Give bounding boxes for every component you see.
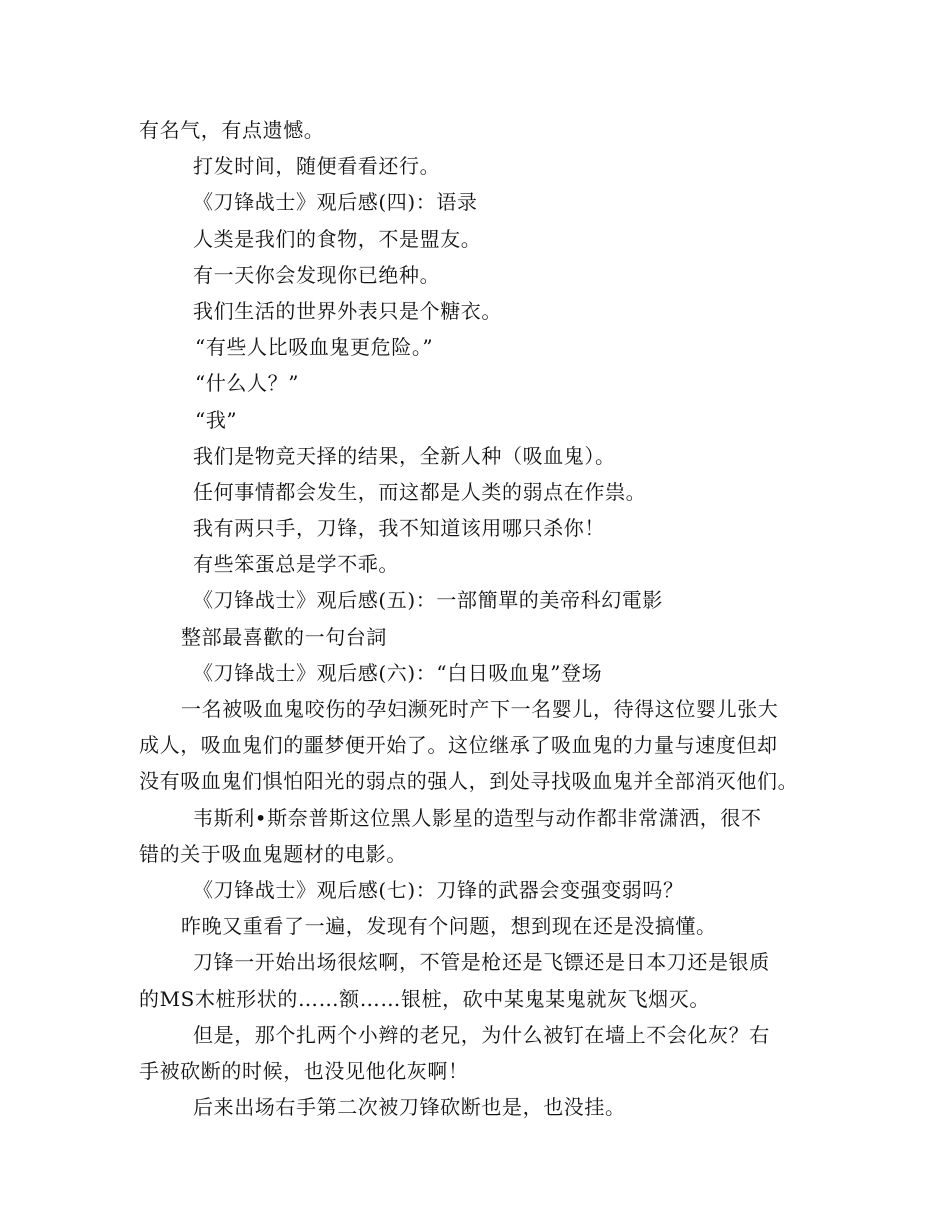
paragraph-line: 后来出场右手第二次被刀锋砍断也是，也没挂。	[193, 1095, 626, 1120]
quote-line: “有些人比吸血鬼更危险。”	[195, 335, 434, 360]
paragraph-line: 成人，吸血鬼们的噩梦便开始了。这位继承了吸血鬼的力量与速度但却	[139, 733, 778, 758]
quote-line: “什么人？”	[195, 371, 300, 396]
quote-line: 我有两只手，刀锋，我不知道该用哪只杀你！	[193, 516, 605, 541]
quote-line: 我们是物竞天择的结果，全新人种（吸血鬼）。	[193, 443, 616, 468]
paragraph-line: 一名被吸血鬼咬伤的孕妇濒死时产下一名婴儿，待得这位婴儿张大	[181, 697, 779, 721]
paragraph-line: 手被砍断的时候，也没见他化灰啊！	[139, 1058, 469, 1083]
section-heading: 《刀锋战士》观后感(四)：语录	[193, 190, 478, 215]
quote-line: 任何事情都会发生，而这都是人类的弱点在作祟。	[193, 479, 647, 504]
paragraph-line: 错的关于吸血鬼题材的电影。	[139, 841, 407, 866]
paragraph-line: 打发时间，随便看看还行。	[193, 154, 441, 179]
document-body	[139, 112, 819, 1125]
paragraph-line: 没有吸血鬼们惧怕阳光的弱点的强人，到处寻找吸血鬼并全部消灭他们。	[139, 769, 799, 794]
section-heading: 《刀锋战士》观后感(六)：“白日吸血鬼”登场	[193, 660, 603, 685]
paragraph-line: 但是，那个扎两个小辫的老兄，为什么被钉在墙上不会化灰？右	[193, 1022, 770, 1047]
paragraph-line: 韦斯利•斯奈普斯这位黑人影星的造型与动作都非常潇洒，很不	[193, 805, 762, 830]
quote-line: 有些笨蛋总是学不乖。	[193, 552, 399, 577]
quote-line: 人类是我们的食物，不是盟友。	[193, 226, 482, 251]
paragraph-line: 整部最喜歡的一句台詞	[181, 624, 387, 649]
paragraph-line: 刀锋一开始出场很炫啊，不管是枪还是飞镖还是日本刀还是银质	[193, 950, 770, 975]
section-heading: 《刀锋战士》观后感(七)：刀锋的武器会变强变弱吗？	[193, 877, 684, 902]
quote-line: 有一天你会发现你已绝种。	[193, 262, 441, 287]
paragraph-line: 有名气，有点遗憾。	[139, 118, 325, 142]
quote-line: “我”	[195, 407, 238, 432]
quote-line: 我们生活的世界外表只是个糖衣。	[193, 298, 502, 323]
paragraph-line: 的MS木桩形状的……额……银桩，砍中某鬼某鬼就灰飞烟灭。	[139, 986, 710, 1011]
section-heading: 《刀锋战士》观后感(五)：一部簡單的美帝科幻電影	[193, 588, 664, 613]
paragraph-line: 昨晚又重看了一遍，发现有个问题，想到现在还是没搞懂。	[181, 914, 717, 939]
